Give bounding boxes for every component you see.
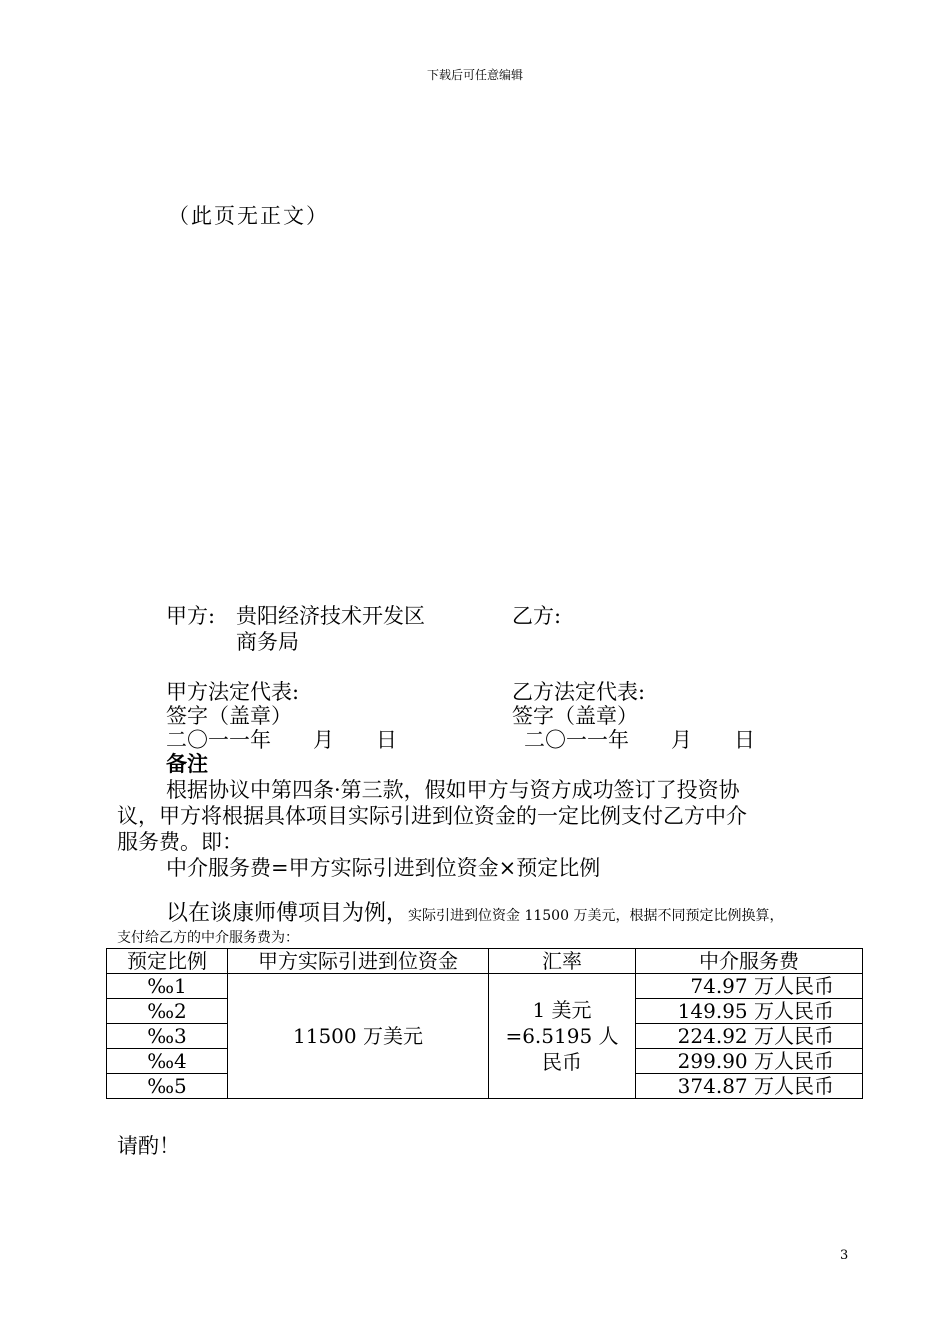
party-a-label: 甲方:	[166, 604, 216, 628]
notes-paragraph-line1: 根据协议中第四条·第三款，假如甲方与资方成功签订了投资协	[166, 778, 740, 802]
rate-line2: =6.5195 人	[505, 1024, 619, 1048]
example-detail: 实际引进到位资金 11500 万美元，根据不同预定比例换算，	[408, 908, 784, 924]
party-a-date: 二〇一一年 月 日	[166, 728, 397, 752]
party-a-signature: 签字（盖章）	[166, 704, 292, 728]
fee-cell: 299.90 万人民币	[636, 1049, 863, 1074]
rate-line3: 民币	[542, 1050, 582, 1074]
example-intro: 以在谈康师傅项目为例，	[166, 901, 409, 926]
ratio-cell: ‰3	[107, 1024, 228, 1049]
ratio-cell: ‰2	[107, 999, 228, 1024]
capital-cell: 11500 万美元	[228, 974, 489, 1099]
party-b-representative: 乙方法定代表:	[512, 680, 646, 704]
exchange-rate-cell	[489, 974, 636, 1099]
rate-line1: 1 美元	[532, 998, 592, 1022]
ratio-cell: ‰5	[107, 1074, 228, 1099]
fee-cell: 74.97 万人民币	[636, 974, 863, 999]
fee-cell: 149.95 万人民币	[636, 999, 863, 1024]
table-header-fee: 中介服务费	[636, 949, 863, 974]
party-a-name: 贵阳经济技术开发区	[236, 604, 425, 628]
example-line2: 支付给乙方的中介服务费为：	[117, 930, 299, 946]
fee-cell: 224.92 万人民币	[636, 1024, 863, 1049]
page-header: 下载后可任意编辑	[426, 68, 523, 82]
no-text-note: （此页无正文）	[168, 204, 329, 228]
ratio-cell: ‰1	[107, 974, 228, 999]
table-row	[107, 974, 863, 999]
party-a-name-line2: 商务局	[236, 630, 299, 654]
notes-paragraph-line2: 议，甲方将根据具体项目实际引进到位资金的一定比例支付乙方中介	[117, 804, 747, 828]
party-a-representative: 甲方法定代表:	[166, 680, 300, 704]
fee-formula: 中介服务费=甲方实际引进到位资金×预定比例	[166, 856, 601, 880]
example-line	[166, 896, 783, 927]
table-header-ratio: 预定比例	[107, 949, 228, 974]
fee-table	[106, 948, 863, 1099]
notes-title: 备注	[166, 751, 208, 776]
fee-cell: 374.87 万人民币	[636, 1074, 863, 1099]
table-header-row	[107, 949, 863, 974]
party-b-signature: 签字（盖章）	[512, 704, 638, 728]
table-header-capital: 甲方实际引进到位资金	[228, 949, 489, 974]
table-header-rate: 汇率	[489, 949, 636, 974]
party-b-date: 二〇一一年 月 日	[524, 728, 755, 752]
party-b-label: 乙方:	[512, 604, 562, 628]
page-number: 3	[840, 1248, 849, 1263]
ratio-cell: ‰4	[107, 1049, 228, 1074]
closing-text: 请酌！	[117, 1134, 180, 1158]
notes-paragraph-line3: 服务费。即：	[117, 830, 243, 854]
